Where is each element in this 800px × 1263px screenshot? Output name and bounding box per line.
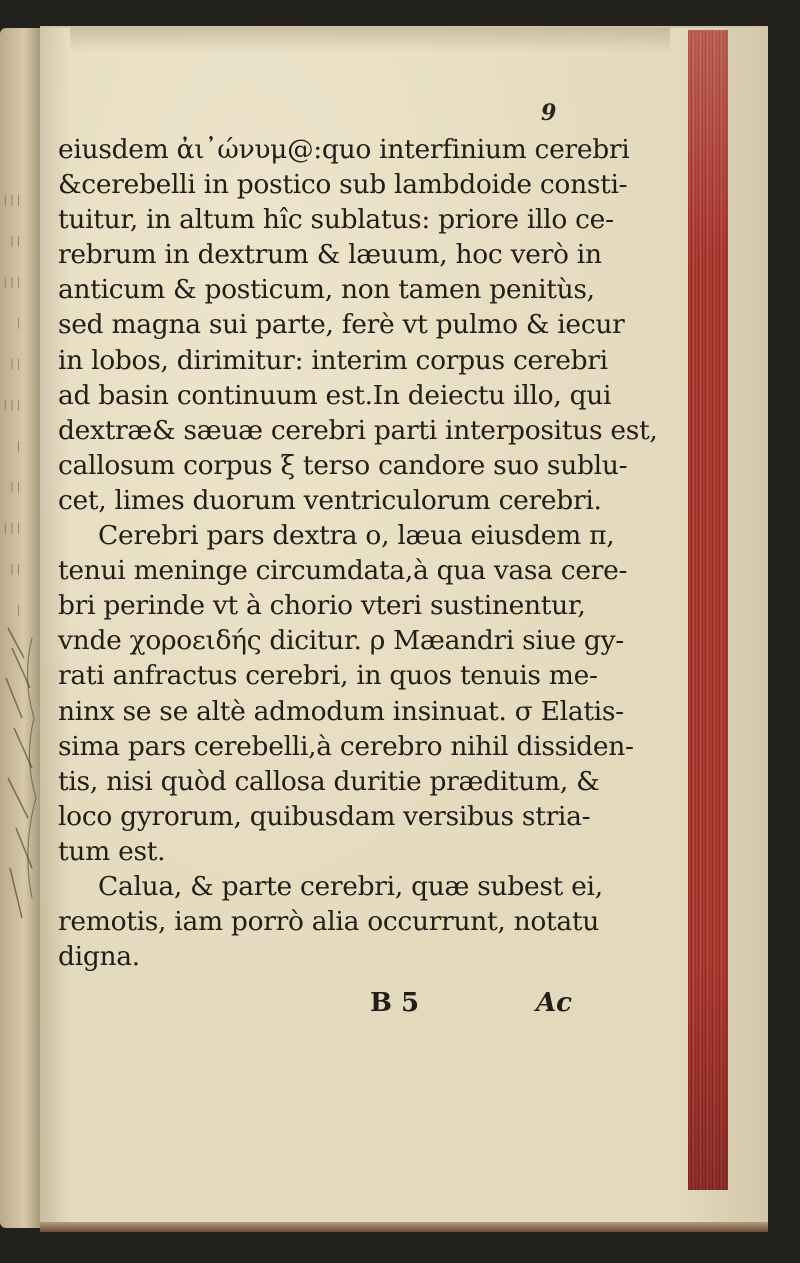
text-line: sima pars cerebelli,à cerebro nihil dissiden- (58, 730, 634, 762)
text-line: eiusdem ἀι᾽ώνυμ@:quo interfinium cerebri (58, 134, 630, 165)
text-line: tis, nisi quòd callosa duritie præditum, & (58, 765, 600, 797)
text-line: digna. (58, 941, 140, 973)
page-stain (70, 28, 670, 52)
paragraph-start-line: Calua, & parte cerebri, quæ subest ei, (98, 870, 603, 902)
red-edge-shading (688, 30, 728, 1190)
text-line: tuitur, in altum hîc sublatus: priore illo ce- (58, 204, 614, 236)
page-number: 9 (541, 100, 557, 126)
page-bottom-edge (40, 1222, 768, 1232)
page-text (58, 132, 678, 974)
text-line: in lobos, dirimitur: interim corpus cerebri (58, 344, 608, 376)
text-line: remotis, iam porrò alia occurrunt, notatu (58, 906, 599, 938)
text-line: callosum corpus ξ terso candore suo sublu- (58, 449, 628, 481)
paragraph-start-line: Cerebri pars dextra o, læua eiusdem π, (98, 520, 615, 552)
text-line: cet, limes duorum ventriculorum cerebri. (58, 484, 602, 516)
text-line: rebrum in dextrum & læuum, hoc verò in (58, 239, 602, 271)
text-line: &cerebelli in postico sub lambdoide consti- (58, 169, 628, 201)
text-line: tum est. (58, 835, 166, 867)
catchword: Ac (536, 988, 573, 1018)
facing-page-illustration-fragment (2, 618, 42, 948)
text-line: ad basin continuum est.In deiectu illo, qui (58, 379, 612, 411)
text-line: sed magna sui parte, ferè vt pulmo & iecur (58, 309, 625, 341)
text-line: anticum & posticum, non tamen penitùs, (58, 274, 595, 306)
page-footer (58, 988, 678, 1028)
text-line: loco gyrorum, quibusdam versibus stria- (58, 800, 591, 832)
text-line: bri perinde vt à chorio vteri sustinentur, (58, 590, 586, 622)
signature-mark: B 5 (370, 988, 420, 1018)
text-line: rati anfractus cerebri, in quos tenuis me- (58, 660, 598, 692)
facing-page-edge (0, 28, 44, 1228)
text-line: ninx se se altè admodum insinuat. σ Elatis- (58, 695, 624, 727)
text-line: dextræ& sæuæ cerebri parti interpositus est, (58, 414, 658, 446)
facing-page-text-bleed: ||| || ||| | || ||| | || ||| || | (2, 193, 22, 616)
text-line: tenui meninge circumdata,à qua vasa cere- (58, 555, 628, 587)
text-line: vnde χοροειδής dicitur. ρ Mæandri siue gy- (58, 625, 624, 657)
